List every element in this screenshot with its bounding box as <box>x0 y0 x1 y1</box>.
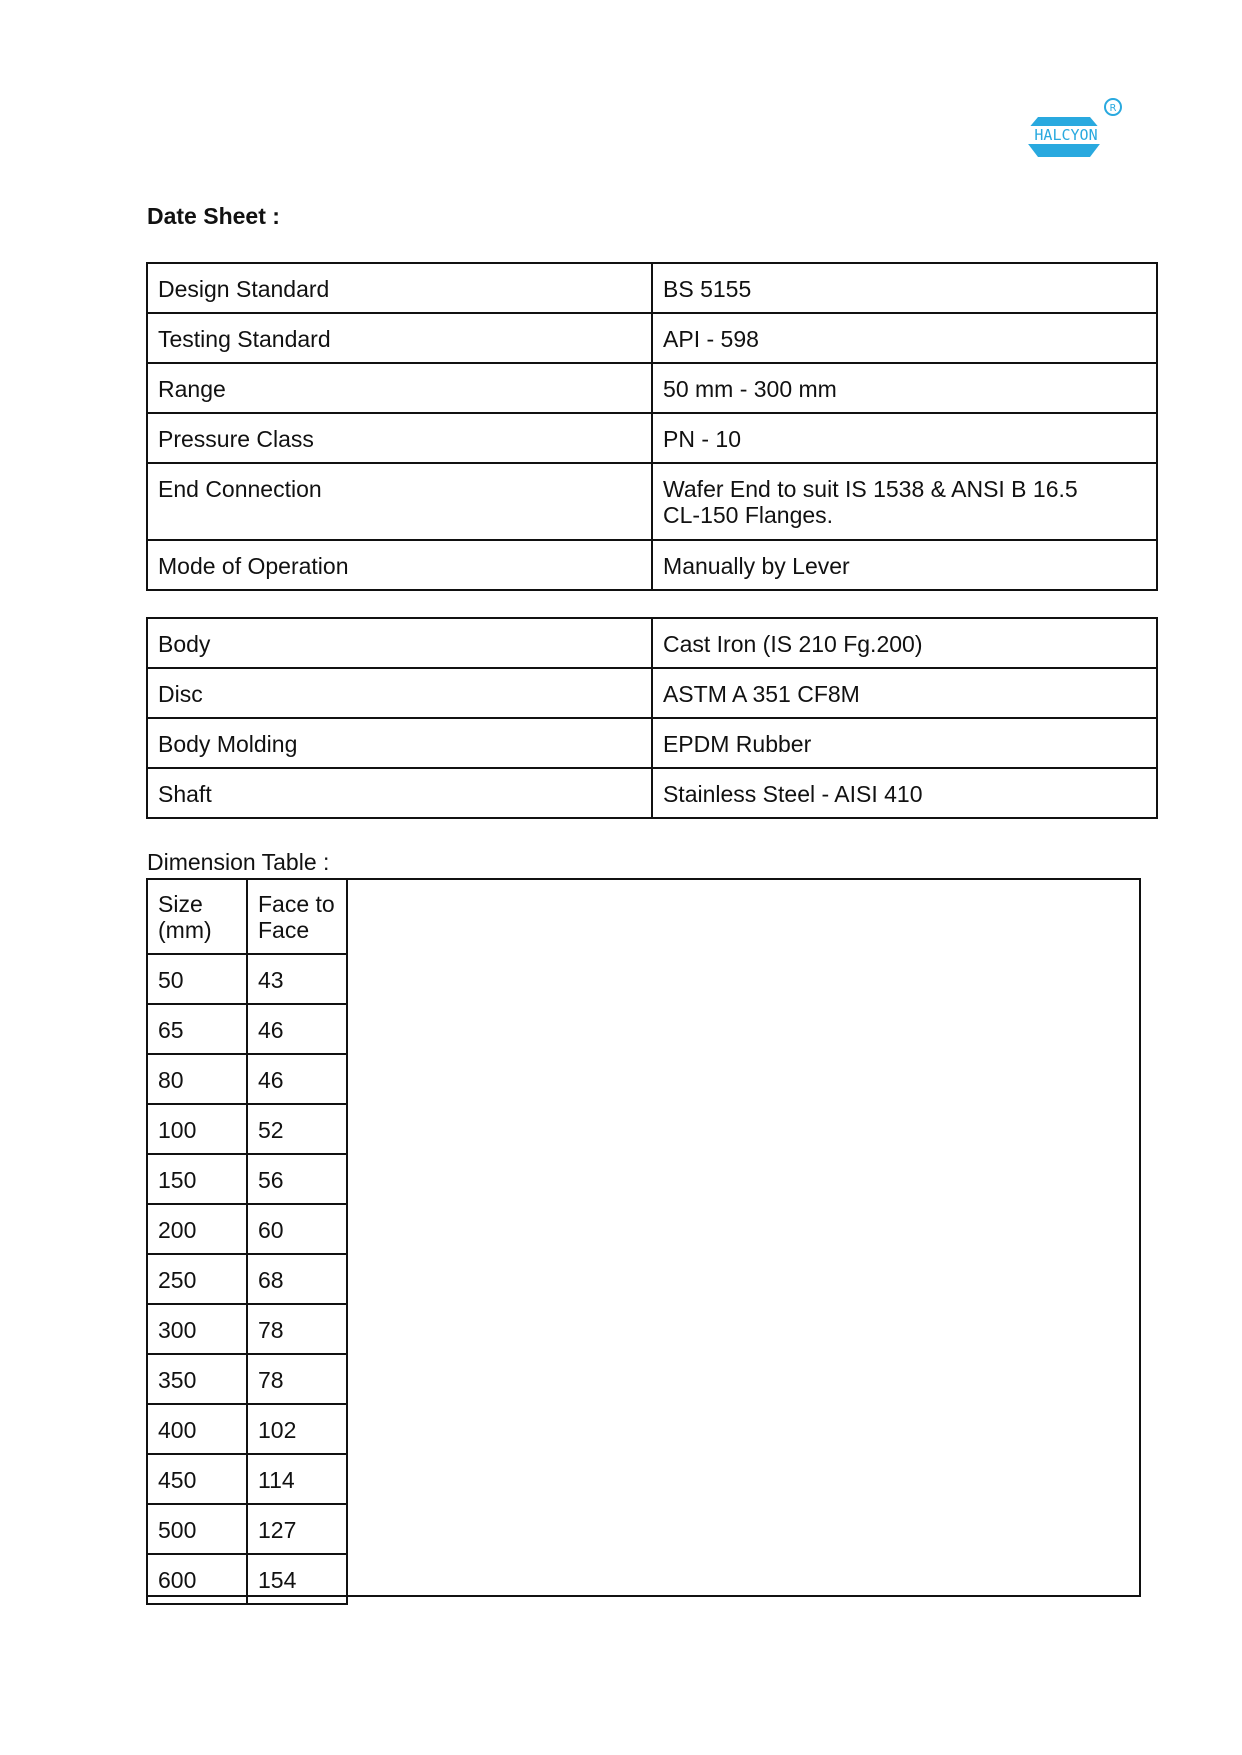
size-cell: 300 <box>147 1304 247 1354</box>
size-header <box>147 879 247 954</box>
sheet-title: Date Sheet : <box>147 203 280 229</box>
table-row <box>147 313 1157 363</box>
table-row <box>147 1304 347 1354</box>
size-cell: 350 <box>147 1354 247 1404</box>
dimension-table-frame <box>146 878 1141 1597</box>
size-cell: 150 <box>147 1154 247 1204</box>
material-label: Disc <box>147 668 652 718</box>
materials-table <box>146 617 1158 819</box>
face-to-face-cell: 52 <box>247 1104 347 1154</box>
face-to-face-header <box>247 879 347 954</box>
face-to-face-header-line2: Face <box>258 917 310 943</box>
table-row <box>147 1004 347 1054</box>
dimension-table-title: Dimension Table : <box>147 849 330 875</box>
spec-label: Testing Standard <box>147 313 652 363</box>
spec-value: Manually by Lever <box>652 540 1157 590</box>
size-cell: 450 <box>147 1454 247 1504</box>
face-to-face-cell: 68 <box>247 1254 347 1304</box>
size-header-line2: (mm) <box>158 917 212 943</box>
size-cell: 500 <box>147 1504 247 1554</box>
table-row <box>147 1354 347 1404</box>
spec-value <box>652 463 1157 540</box>
spec-value: BS 5155 <box>652 263 1157 313</box>
table-row <box>147 1454 347 1504</box>
size-cell: 65 <box>147 1004 247 1054</box>
material-label: Body Molding <box>147 718 652 768</box>
table-row <box>147 1204 347 1254</box>
size-cell: 250 <box>147 1254 247 1304</box>
face-to-face-cell: 154 <box>247 1554 347 1604</box>
material-value: ASTM A 351 CF8M <box>652 668 1157 718</box>
material-value: Cast Iron (IS 210 Fg.200) <box>652 618 1157 668</box>
face-to-face-cell: 78 <box>247 1354 347 1404</box>
table-row <box>147 768 1157 818</box>
dimension-table <box>146 878 348 1605</box>
face-to-face-cell: 46 <box>247 1054 347 1104</box>
table-row <box>147 363 1157 413</box>
specs-table <box>146 262 1158 591</box>
material-label: Body <box>147 618 652 668</box>
table-row <box>147 413 1157 463</box>
table-row <box>147 1104 347 1154</box>
material-value: Stainless Steel - AISI 410 <box>652 768 1157 818</box>
spec-label: End Connection <box>147 463 652 540</box>
table-row <box>147 1554 347 1604</box>
table-row <box>147 1254 347 1304</box>
spec-value-line1: Wafer End to suit IS 1538 & ANSI B 16.5 <box>663 476 1078 502</box>
face-to-face-cell: 127 <box>247 1504 347 1554</box>
face-to-face-cell: 46 <box>247 1004 347 1054</box>
spec-value-line2: CL-150 Flanges. <box>663 502 834 528</box>
table-row <box>147 540 1157 590</box>
spec-label: Design Standard <box>147 263 652 313</box>
table-row <box>147 1154 347 1204</box>
face-to-face-cell: 60 <box>247 1204 347 1254</box>
size-header-line1: Size <box>158 891 203 917</box>
spec-label: Pressure Class <box>147 413 652 463</box>
size-cell: 600 <box>147 1554 247 1604</box>
size-cell: 100 <box>147 1104 247 1154</box>
table-header-row <box>147 879 347 954</box>
face-to-face-cell: 78 <box>247 1304 347 1354</box>
spec-value: PN - 10 <box>652 413 1157 463</box>
size-cell: 400 <box>147 1404 247 1454</box>
material-label: Shaft <box>147 768 652 818</box>
face-to-face-cell: 56 <box>247 1154 347 1204</box>
table-row <box>147 463 1157 540</box>
table-row <box>147 1504 347 1554</box>
face-to-face-cell: 102 <box>247 1404 347 1454</box>
table-row <box>147 1404 347 1454</box>
table-row <box>147 718 1157 768</box>
face-to-face-header-line1: Face to <box>258 891 335 917</box>
table-row <box>147 263 1157 313</box>
table-row <box>147 668 1157 718</box>
spec-label: Mode of Operation <box>147 540 652 590</box>
size-cell: 200 <box>147 1204 247 1254</box>
size-cell: 80 <box>147 1054 247 1104</box>
halcyon-logo <box>1018 96 1124 166</box>
table-row <box>147 1054 347 1104</box>
registered-mark: R <box>1109 103 1117 114</box>
spec-value: 50 mm - 300 mm <box>652 363 1157 413</box>
material-value: EPDM Rubber <box>652 718 1157 768</box>
face-to-face-cell: 43 <box>247 954 347 1004</box>
table-row <box>147 954 347 1004</box>
table-row <box>147 618 1157 668</box>
logo-text: HALCYON <box>1034 126 1098 144</box>
size-cell: 50 <box>147 954 247 1004</box>
spec-value: API - 598 <box>652 313 1157 363</box>
spec-label: Range <box>147 363 652 413</box>
face-to-face-cell: 114 <box>247 1454 347 1504</box>
